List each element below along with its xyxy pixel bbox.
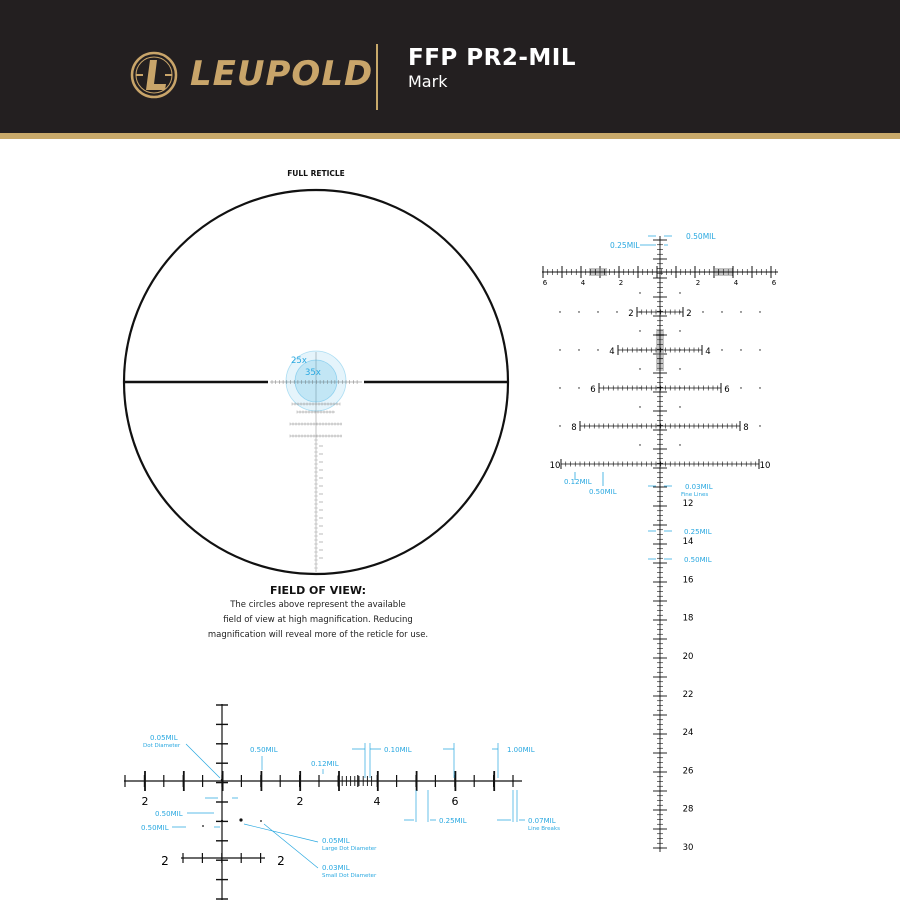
one-mil-label: 1.00MIL — [507, 746, 535, 754]
wind-dot — [679, 368, 680, 369]
wind-dot — [740, 349, 741, 350]
wind-dot — [679, 349, 680, 350]
wind-dot — [702, 311, 703, 312]
large-dot — [239, 818, 242, 821]
vertical-scale-numbers — [683, 499, 694, 853]
fov-35x-circle — [295, 360, 337, 402]
row-4-right: 4 — [705, 347, 711, 357]
stem-half-mil: 0.50MIL — [684, 556, 712, 564]
wind-dot — [639, 387, 640, 388]
wind-dot — [559, 425, 560, 426]
h-scale-2-left: 2 — [618, 279, 624, 287]
half-mil-label: 0.50MIL — [250, 746, 278, 754]
h-scale-4-right: 4 — [733, 279, 739, 287]
wind-dot — [759, 387, 760, 388]
row-8-right: 8 — [743, 423, 749, 433]
vertical-number-20: 20 — [682, 651, 694, 662]
wind-dot — [639, 292, 640, 293]
row-6-left: 6 — [590, 385, 596, 395]
callout-fine-lines: Fine Lines — [681, 492, 709, 498]
wind-dot — [597, 349, 598, 350]
h-scale-6-left: 6 — [542, 279, 548, 287]
line-breaks-label: 0.07MIL — [528, 817, 556, 825]
large-dot-label: 0.05MIL — [322, 837, 350, 845]
wind-dot — [679, 387, 680, 388]
wind-dot — [578, 349, 579, 350]
detail-num-2-left: 2 — [141, 795, 149, 808]
top-half-mil-label: 0.50MIL — [686, 232, 716, 241]
large-dot-sub: Large Dot Diameter — [322, 846, 377, 852]
large-dot-leader — [244, 824, 318, 842]
lower-num-2-right: 2 — [277, 854, 285, 868]
wind-dot — [639, 330, 640, 331]
wind-dot — [721, 311, 722, 312]
tenth-label: 0.10MIL — [384, 746, 412, 754]
callout-012-mil: 0.12MIL — [564, 478, 592, 486]
stem-quarter-mil: 0.25MIL — [684, 528, 712, 536]
fov-line-3: magnification will reveal more of the reticle for use. — [207, 630, 429, 640]
wind-dot — [759, 425, 760, 426]
wind-dot — [559, 387, 560, 388]
small-dot — [202, 825, 204, 827]
quarter-guides — [416, 790, 428, 822]
wind-dot — [740, 387, 741, 388]
wind-dot — [740, 311, 741, 312]
product-subtitle: Mark — [408, 72, 448, 91]
full-reticle-title: FULL RETICLE — [287, 169, 345, 178]
vertical-number-30: 30 — [682, 842, 694, 853]
wind-dot — [639, 444, 640, 445]
quarter-label: 0.25MIL — [439, 817, 467, 825]
left-callout-a: 0.50MIL — [155, 810, 183, 818]
stem-dot — [221, 820, 223, 822]
product-title: FFP PR2-MIL — [408, 45, 577, 71]
one-mil-guides — [454, 743, 498, 778]
twelve-label: 0.12MIL — [311, 760, 339, 768]
left-callout-b: 0.50MIL — [141, 824, 169, 832]
wind-dot — [721, 349, 722, 350]
wind-dot — [639, 311, 640, 312]
right-reticle-marks — [543, 240, 776, 848]
mag-35x-label: 35x — [305, 368, 321, 378]
vertical-number-26: 26 — [682, 766, 694, 777]
vertical-number-12: 12 — [682, 499, 694, 509]
line-break-guides — [513, 790, 517, 822]
row-6-right: 6 — [724, 385, 730, 395]
vertical-number-22: 22 — [682, 690, 694, 700]
small-dot — [260, 820, 262, 822]
small-dot-label: 0.03MIL — [322, 864, 350, 872]
vertical-number-24: 24 — [682, 728, 694, 739]
line-breaks-sub: Line Breaks — [528, 826, 560, 832]
wind-dot — [759, 349, 760, 350]
wind-dot — [679, 292, 680, 293]
row-2-right: 2 — [686, 309, 692, 319]
h-scale-2-right: 2 — [695, 279, 701, 287]
fov-line-2: field of view at high magnification. Reducing — [223, 615, 413, 625]
wind-dot — [639, 349, 640, 350]
detail-num-2-right: 2 — [296, 795, 304, 808]
wind-dot — [578, 311, 579, 312]
wind-dot — [578, 387, 579, 388]
wind-dot — [559, 349, 560, 350]
small-dot-sub: Small Dot Diameter — [322, 873, 377, 879]
wind-dot — [679, 425, 680, 426]
center-dot — [221, 779, 223, 781]
vertical-number-14: 14 — [682, 537, 694, 548]
row-8-left: 8 — [571, 423, 577, 433]
wind-dot — [616, 311, 617, 312]
wind-dot — [679, 330, 680, 331]
dot-diameter-label: 0.05MIL — [150, 734, 178, 742]
vertical-number-28: 28 — [682, 804, 694, 815]
h-scale-6-right: 6 — [771, 279, 777, 287]
row-10-right: 10 — [759, 461, 771, 471]
detail-num-6: 6 — [451, 795, 459, 808]
top-quarter-mil-label: 0.25MIL — [610, 241, 640, 250]
callout-050-mil-lower: 0.50MIL — [589, 488, 617, 496]
h-scale-4-left: 4 — [580, 279, 586, 287]
wind-dot — [679, 444, 680, 445]
detail-num-4: 4 — [373, 795, 381, 808]
dot-diameter-leader — [186, 744, 220, 778]
field-of-view-title: FIELD OF VIEW: — [269, 584, 367, 597]
wind-dot — [759, 311, 760, 312]
field-of-view-text — [198, 598, 438, 643]
row-4-left: 4 — [609, 347, 615, 357]
fov-line-1: The circles above represent the available — [230, 600, 406, 610]
wind-dot — [639, 406, 640, 407]
wind-dot — [639, 368, 640, 369]
wind-dot — [679, 311, 680, 312]
row-10-left: 10 — [549, 461, 561, 471]
row-2-left: 2 — [628, 309, 634, 319]
small-dot-leader — [264, 824, 318, 868]
wind-dot — [639, 425, 640, 426]
callout-003-mil: 0.03MIL — [685, 483, 713, 491]
wind-dot — [597, 311, 598, 312]
full-reticle — [124, 190, 508, 574]
bottom-left-detail — [124, 704, 560, 900]
vertical-number-16: 16 — [682, 575, 694, 586]
vertical-number-18: 18 — [682, 613, 694, 624]
tenth-guides — [365, 743, 370, 778]
mag-25x-label: 25x — [291, 356, 307, 366]
dot-diameter-sub: Dot Diameter — [143, 743, 181, 749]
lower-num-2-left: 2 — [161, 854, 169, 868]
wind-dot — [559, 311, 560, 312]
brand-name: LEUPOLD — [190, 54, 374, 94]
right-reticle-detail — [542, 232, 778, 853]
wind-dot — [679, 406, 680, 407]
